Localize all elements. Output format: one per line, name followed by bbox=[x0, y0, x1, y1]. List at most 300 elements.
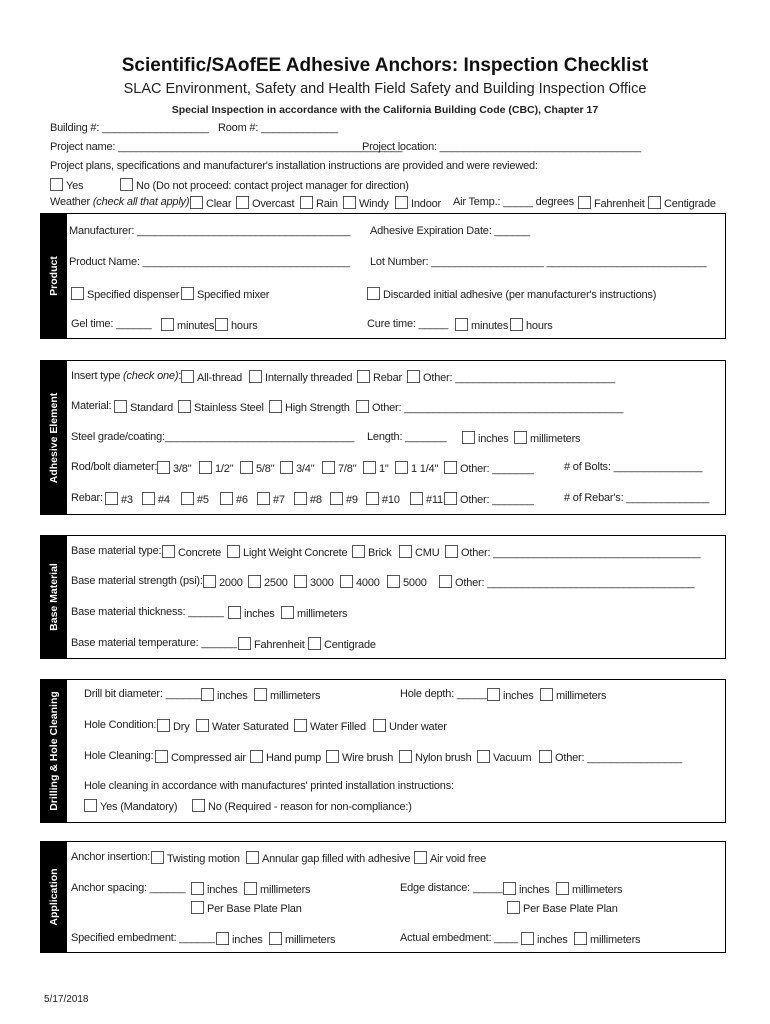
mixer-option[interactable] bbox=[181, 287, 269, 301]
option-label: Windy bbox=[359, 198, 389, 210]
checkbox[interactable] bbox=[330, 492, 343, 505]
checkbox[interactable] bbox=[407, 370, 420, 383]
concrete-option[interactable] bbox=[162, 545, 221, 559]
option-label: Light Weight Concrete bbox=[243, 547, 348, 559]
option-label: millimeters bbox=[590, 934, 641, 946]
checkbox[interactable] bbox=[367, 287, 380, 300]
checkbox[interactable] bbox=[280, 461, 293, 474]
checkbox[interactable] bbox=[240, 461, 253, 474]
option-label: 4000 bbox=[356, 577, 380, 589]
dia-option[interactable] bbox=[322, 461, 356, 475]
gel-hours-option[interactable] bbox=[215, 318, 258, 332]
rebar-size-option[interactable] bbox=[330, 492, 358, 506]
option-label: Other: _____________________________________ bbox=[372, 402, 624, 414]
option-label: millimeters bbox=[260, 884, 311, 896]
dia-option[interactable] bbox=[280, 461, 314, 475]
option-label: 7/8" bbox=[338, 463, 357, 475]
thickness-mm-option[interactable] bbox=[281, 606, 347, 620]
edge-mm-option[interactable] bbox=[556, 882, 622, 896]
bit-inches-option[interactable] bbox=[201, 688, 248, 702]
project-location-field[interactable]: Project location: __________________________________ bbox=[362, 141, 641, 153]
footer-date: 5/17/2018 bbox=[44, 994, 89, 1005]
option-label: Concrete bbox=[178, 547, 222, 559]
depth-inches-option[interactable] bbox=[487, 688, 534, 702]
under-water-option[interactable] bbox=[373, 719, 447, 733]
dia-other-option[interactable] bbox=[444, 461, 534, 475]
option-label: 1/2" bbox=[215, 463, 234, 475]
edge-inches-option[interactable] bbox=[503, 882, 550, 896]
expiration-field[interactable]: Adhesive Expiration Date: ______ bbox=[370, 225, 530, 237]
air-void-option[interactable] bbox=[414, 851, 486, 865]
water-filled-option[interactable] bbox=[294, 719, 366, 733]
checkbox[interactable] bbox=[248, 575, 261, 588]
option-label: Per Base Plate Plan bbox=[523, 903, 618, 915]
option-label: inches bbox=[232, 934, 263, 946]
option-label: Compressed air bbox=[171, 752, 246, 764]
project-name-field[interactable]: Project name: ________________________________________________ bbox=[50, 141, 403, 153]
option-label: inches bbox=[503, 690, 534, 702]
thickness-inches-option[interactable] bbox=[228, 606, 275, 620]
option-label: Twisting motion bbox=[167, 853, 240, 865]
spacing-mm-option[interactable] bbox=[244, 882, 310, 896]
length-mm-option[interactable] bbox=[514, 431, 580, 445]
option-label: minutes bbox=[471, 320, 509, 332]
option-label: millimeters bbox=[297, 608, 348, 620]
option-label: Per Base Plate Plan bbox=[207, 903, 302, 915]
base-tab-label: Base Material bbox=[48, 563, 60, 631]
checkbox[interactable] bbox=[238, 637, 251, 650]
twisting-option[interactable] bbox=[151, 851, 240, 865]
option-label: inches bbox=[478, 433, 509, 445]
rebar-size-label: Rebar: bbox=[71, 492, 103, 504]
checkbox[interactable] bbox=[191, 882, 204, 895]
checkbox[interactable] bbox=[648, 196, 661, 209]
checkbox[interactable] bbox=[236, 196, 249, 209]
checkbox[interactable] bbox=[227, 545, 240, 558]
checkbox[interactable] bbox=[503, 882, 516, 895]
option-label: Overcast bbox=[252, 198, 295, 210]
checkbox[interactable] bbox=[322, 461, 335, 474]
checkbox[interactable] bbox=[192, 799, 205, 812]
weather-label: Weather bbox=[50, 196, 90, 208]
gel-minutes-option[interactable] bbox=[161, 318, 214, 332]
checkbox[interactable] bbox=[455, 318, 468, 331]
other-material-option[interactable] bbox=[356, 400, 623, 414]
rebar-size-option[interactable] bbox=[105, 492, 133, 506]
option-label: Centigrade bbox=[324, 639, 376, 651]
option-label: millimeters bbox=[572, 884, 623, 896]
cure-hours-option[interactable] bbox=[510, 318, 553, 332]
dia-option[interactable] bbox=[363, 461, 389, 475]
option-label: Fahrenheit bbox=[594, 198, 645, 210]
rebar-option[interactable] bbox=[357, 370, 402, 384]
checkbox[interactable] bbox=[120, 178, 133, 191]
checkbox[interactable] bbox=[203, 575, 216, 588]
base-other-option[interactable] bbox=[445, 545, 700, 559]
manufacturer-field[interactable]: Manufacturer: ____________________________________ bbox=[69, 225, 351, 237]
option-label: 5/8" bbox=[256, 463, 275, 475]
option-label: Discarded initial adhesive (per manufacturer's instructions) bbox=[383, 289, 657, 301]
strength-option[interactable] bbox=[387, 575, 427, 589]
spec-embed-mm-option[interactable] bbox=[269, 932, 335, 946]
dia-option[interactable] bbox=[240, 461, 274, 475]
section-tab bbox=[41, 214, 67, 338]
weather-windy-option[interactable] bbox=[343, 196, 389, 210]
discarded-option[interactable] bbox=[367, 287, 656, 301]
checkbox[interactable] bbox=[155, 750, 168, 763]
checkbox[interactable] bbox=[250, 750, 263, 763]
checkbox[interactable] bbox=[399, 750, 412, 763]
plans-yes-option[interactable] bbox=[50, 178, 83, 192]
checkbox[interactable] bbox=[574, 932, 587, 945]
wire-brush-option[interactable] bbox=[326, 750, 393, 764]
rebar-size-option[interactable] bbox=[257, 492, 285, 506]
option-label: Internally threaded bbox=[265, 372, 353, 384]
lot-number-field[interactable]: Lot Number: ___________________ ___________________________ bbox=[370, 256, 707, 268]
dia-option[interactable] bbox=[157, 461, 191, 475]
option-label: #6 bbox=[236, 494, 248, 506]
option-label: inches bbox=[244, 608, 275, 620]
checkbox[interactable] bbox=[477, 750, 490, 763]
checkbox[interactable] bbox=[142, 492, 155, 505]
base-centigrade-option[interactable] bbox=[308, 637, 376, 651]
accordance-label: Hole cleaning in accordance with manufactures' printed installation instructions: bbox=[84, 780, 454, 792]
option-label: 1 1/4" bbox=[411, 463, 439, 475]
product-tab-label: Product bbox=[48, 256, 60, 296]
weather-clear-option[interactable] bbox=[190, 196, 231, 210]
checkbox[interactable] bbox=[357, 370, 370, 383]
rod-diameter-label: Rod/bolt diameter: bbox=[71, 461, 158, 473]
checkbox[interactable] bbox=[216, 932, 229, 945]
lightweight-option[interactable] bbox=[227, 545, 347, 559]
num-rebars-field[interactable]: # of Rebar's: ______________ bbox=[564, 492, 710, 504]
water-saturated-option[interactable] bbox=[196, 719, 289, 733]
air-temp-field[interactable]: Air Temp.: _____ degrees bbox=[453, 196, 574, 208]
checkbox[interactable] bbox=[444, 461, 457, 474]
dia-option[interactable] bbox=[395, 461, 438, 475]
stainless-option[interactable] bbox=[178, 400, 264, 414]
high-strength-option[interactable] bbox=[269, 400, 350, 414]
strength-option[interactable] bbox=[294, 575, 334, 589]
option-label: inches bbox=[217, 690, 248, 702]
spec-embed-inches-option[interactable] bbox=[216, 932, 263, 946]
checkbox[interactable] bbox=[157, 719, 170, 732]
checkbox[interactable] bbox=[410, 492, 423, 505]
option-label: Under water bbox=[389, 721, 447, 733]
checkbox[interactable] bbox=[181, 287, 194, 300]
option-label: #7 bbox=[273, 494, 285, 506]
temp-centigrade-option[interactable] bbox=[648, 196, 716, 210]
option-label: Brick bbox=[368, 547, 392, 559]
checkbox[interactable] bbox=[228, 606, 241, 619]
option-label: Annular gap filled with adhesive bbox=[262, 853, 411, 865]
rebar-size-option[interactable] bbox=[142, 492, 170, 506]
actual-embed-mm-option[interactable] bbox=[574, 932, 640, 946]
hole-cleaning-label: Hole Cleaning: bbox=[84, 750, 154, 762]
strength-label: Base material strength (psi): bbox=[71, 575, 203, 587]
option-label: Yes (Mandatory) bbox=[100, 801, 178, 813]
label-text: Insert type bbox=[71, 370, 121, 382]
option-label: #10 bbox=[382, 494, 400, 506]
checkbox[interactable] bbox=[151, 851, 164, 864]
option-label: Other: ___________________________________ bbox=[455, 577, 695, 589]
actual-embed-inches-option[interactable] bbox=[521, 932, 568, 946]
checkbox[interactable] bbox=[444, 492, 457, 505]
room-field[interactable]: Room #: _____________ bbox=[218, 122, 338, 134]
plans-reviewed-label: Project plans, specifications and manufacturer's installation instructions are provided and were reviewed: bbox=[50, 160, 538, 172]
hole-depth-field[interactable]: Hole depth: _____ bbox=[400, 688, 487, 700]
annular-option[interactable] bbox=[246, 851, 410, 865]
vacuum-option[interactable] bbox=[477, 750, 531, 764]
option-label: Specified mixer bbox=[197, 289, 270, 301]
checkbox[interactable] bbox=[507, 901, 520, 914]
weather-overcast-option[interactable] bbox=[236, 196, 294, 210]
spacing-inches-option[interactable] bbox=[191, 882, 238, 896]
rebar-size-option[interactable] bbox=[181, 492, 209, 506]
weather-rain-option[interactable] bbox=[300, 196, 338, 210]
section-tab bbox=[41, 680, 67, 822]
checkbox[interactable] bbox=[308, 637, 321, 650]
other-insert-option[interactable] bbox=[407, 370, 615, 384]
depth-mm-option[interactable] bbox=[540, 688, 606, 702]
insert-type-label: Insert type (check one): bbox=[71, 370, 182, 382]
dispenser-option[interactable] bbox=[71, 287, 179, 301]
checkbox[interactable] bbox=[300, 196, 313, 209]
option-label: millimeters bbox=[270, 690, 321, 702]
checkbox[interactable] bbox=[439, 575, 452, 588]
checkbox[interactable] bbox=[356, 400, 369, 413]
option-label: inches bbox=[519, 884, 550, 896]
rebar-size-option[interactable] bbox=[366, 492, 400, 506]
edge-baseplate-option[interactable] bbox=[507, 901, 618, 915]
plans-no-option[interactable] bbox=[120, 178, 409, 192]
checkbox[interactable] bbox=[387, 575, 400, 588]
option-label: hours bbox=[231, 320, 258, 332]
checkbox[interactable] bbox=[294, 575, 307, 588]
option-label: No (Required - reason for non-compliance:) bbox=[208, 801, 412, 813]
checkbox[interactable] bbox=[162, 545, 175, 558]
checkbox[interactable] bbox=[556, 882, 569, 895]
checkbox[interactable] bbox=[249, 370, 262, 383]
steel-grade-field[interactable]: Steel grade/coating:________________________________ bbox=[71, 431, 355, 443]
cmu-option[interactable] bbox=[399, 545, 439, 559]
option-label: inches bbox=[537, 934, 568, 946]
length-inches-option[interactable] bbox=[462, 431, 509, 445]
option-label: CMU bbox=[415, 547, 440, 559]
strength-option[interactable] bbox=[203, 575, 243, 589]
rebar-other-option[interactable] bbox=[444, 492, 534, 506]
checkbox[interactable] bbox=[105, 492, 118, 505]
option-label: 2500 bbox=[264, 577, 288, 589]
option-label: All-thread bbox=[197, 372, 243, 384]
strength-option[interactable] bbox=[248, 575, 288, 589]
option-label: 2000 bbox=[219, 577, 243, 589]
spacing-field[interactable]: Anchor spacing: ______ bbox=[71, 882, 186, 894]
option-label: 3/4" bbox=[296, 463, 315, 475]
option-label: Nylon brush bbox=[415, 752, 472, 764]
option-label: #9 bbox=[346, 494, 358, 506]
checkbox[interactable] bbox=[50, 178, 63, 191]
checkbox[interactable] bbox=[246, 851, 259, 864]
num-bolts-field[interactable]: # of Bolts: _______________ bbox=[564, 461, 703, 473]
compressed-air-option[interactable] bbox=[155, 750, 246, 764]
checkbox[interactable] bbox=[539, 750, 552, 763]
checkbox[interactable] bbox=[395, 196, 408, 209]
option-label: Vacuum bbox=[493, 752, 532, 764]
checkbox[interactable] bbox=[352, 545, 365, 558]
checkbox[interactable] bbox=[521, 932, 534, 945]
checkbox[interactable] bbox=[294, 719, 307, 732]
special-inspection-note: Special Inspection in accordance with the California Building Code (CBC), Chapter 17 bbox=[171, 104, 599, 116]
rebar-size-option[interactable] bbox=[294, 492, 322, 506]
option-label: #3 bbox=[121, 494, 133, 506]
hole-condition-label: Hole Condition: bbox=[84, 719, 157, 731]
bit-mm-option[interactable] bbox=[254, 688, 320, 702]
option-label: Hand pump bbox=[266, 752, 322, 764]
brick-option[interactable] bbox=[352, 545, 391, 559]
option-label: Wire brush bbox=[342, 752, 394, 764]
product-name-field[interactable]: Product Name: ___________________________________ bbox=[69, 256, 350, 268]
checkbox[interactable] bbox=[399, 545, 412, 558]
checkbox[interactable] bbox=[199, 461, 212, 474]
checkbox[interactable] bbox=[510, 318, 523, 331]
material-label: Material: bbox=[71, 400, 112, 412]
checkbox[interactable] bbox=[181, 370, 194, 383]
dia-option[interactable] bbox=[199, 461, 233, 475]
base-temp-field[interactable]: Base material temperature: ______ bbox=[71, 637, 237, 649]
checkbox[interactable] bbox=[269, 400, 282, 413]
option-label: #11 bbox=[426, 494, 443, 506]
gel-time-field[interactable]: Gel time: ______ bbox=[71, 318, 152, 330]
checkbox[interactable] bbox=[540, 688, 553, 701]
option-label: Rain bbox=[316, 198, 338, 210]
checkbox[interactable] bbox=[178, 400, 191, 413]
checkbox[interactable] bbox=[254, 688, 267, 701]
section-tab bbox=[41, 361, 67, 514]
page-subtitle: SLAC Environment, Safety and Health Field Safety and Building Inspection Office bbox=[123, 81, 647, 97]
option-label: Indoor bbox=[411, 198, 441, 210]
checkbox[interactable] bbox=[340, 575, 353, 588]
weather-indoor-option[interactable] bbox=[395, 196, 441, 210]
option-label: High Strength bbox=[285, 402, 350, 414]
cure-minutes-option[interactable] bbox=[455, 318, 508, 332]
checkbox[interactable] bbox=[343, 196, 356, 209]
allthread-option[interactable] bbox=[181, 370, 242, 384]
spacing-baseplate-option[interactable] bbox=[191, 901, 302, 915]
base-fahrenheit-option[interactable] bbox=[238, 637, 305, 651]
hand-pump-option[interactable] bbox=[250, 750, 321, 764]
option-label: Yes bbox=[66, 180, 84, 192]
internally-threaded-option[interactable] bbox=[249, 370, 352, 384]
option-label: No (Do not proceed: contact project manager for direction) bbox=[136, 180, 409, 192]
section-tab bbox=[41, 536, 67, 658]
option-label: Other: _______ bbox=[460, 463, 534, 475]
clean-other-option[interactable] bbox=[539, 750, 682, 764]
checkbox[interactable] bbox=[157, 461, 170, 474]
section-tab bbox=[41, 842, 67, 952]
checkbox[interactable] bbox=[294, 492, 307, 505]
rebar-size-option[interactable] bbox=[410, 492, 443, 506]
checkbox[interactable] bbox=[395, 461, 408, 474]
actual-embedment-field[interactable]: Actual embedment: ____ bbox=[400, 932, 518, 944]
checkbox[interactable] bbox=[269, 932, 282, 945]
option-label: Rebar bbox=[373, 372, 402, 384]
checkbox[interactable] bbox=[84, 799, 97, 812]
option-label: millimeters bbox=[285, 934, 336, 946]
checkbox[interactable] bbox=[71, 287, 84, 300]
length-field[interactable]: Length: _______ bbox=[367, 431, 447, 443]
weather-note: (check all that apply) bbox=[92, 196, 190, 208]
checkbox[interactable] bbox=[373, 719, 386, 732]
specified-embedment-field[interactable]: Specified embedment: ______ bbox=[71, 932, 215, 944]
option-label: 5000 bbox=[403, 577, 427, 589]
checkbox[interactable] bbox=[201, 688, 214, 701]
standard-option[interactable] bbox=[114, 400, 173, 414]
checkbox[interactable] bbox=[257, 492, 270, 505]
insertion-label: Anchor insertion: bbox=[71, 851, 151, 863]
checkbox[interactable] bbox=[181, 492, 194, 505]
option-label: millimeters bbox=[530, 433, 581, 445]
option-label: Water Saturated bbox=[212, 721, 289, 733]
weather-row bbox=[50, 196, 189, 208]
checkbox[interactable] bbox=[281, 606, 294, 619]
checkbox[interactable] bbox=[114, 400, 127, 413]
checkbox[interactable] bbox=[244, 882, 257, 895]
option-label: #8 bbox=[310, 494, 322, 506]
thickness-field[interactable]: Base material thickness: ______ bbox=[71, 606, 224, 618]
option-label: Dry bbox=[173, 721, 190, 733]
temp-fahrenheit-option[interactable] bbox=[578, 196, 645, 210]
dry-option[interactable] bbox=[157, 719, 190, 733]
building-field[interactable]: Building #: __________________ bbox=[50, 122, 209, 134]
rebar-size-option[interactable] bbox=[220, 492, 248, 506]
checkbox[interactable] bbox=[190, 196, 203, 209]
checkbox[interactable] bbox=[414, 851, 427, 864]
bit-diameter-field[interactable]: Drill bit diameter: ______ bbox=[84, 688, 202, 700]
strength-other-option[interactable] bbox=[439, 575, 694, 589]
checkbox[interactable] bbox=[220, 492, 233, 505]
option-label: 3000 bbox=[310, 577, 334, 589]
option-label: Other: _______ bbox=[460, 494, 534, 506]
cure-time-field[interactable]: Cure time: _____ bbox=[367, 318, 449, 330]
checkbox[interactable] bbox=[196, 719, 209, 732]
option-label: 3/8" bbox=[173, 463, 192, 475]
option-label: Clear bbox=[206, 198, 232, 210]
option-label: Standard bbox=[130, 402, 174, 414]
checkbox[interactable] bbox=[366, 492, 379, 505]
checkbox[interactable] bbox=[578, 196, 591, 209]
checkbox[interactable] bbox=[326, 750, 339, 763]
option-label: millimeters bbox=[556, 690, 607, 702]
option-label: Fahrenheit bbox=[254, 639, 305, 651]
checkbox[interactable] bbox=[161, 318, 174, 331]
checkbox[interactable] bbox=[462, 431, 475, 444]
checkbox[interactable] bbox=[445, 545, 458, 558]
application-tab-label: Application bbox=[48, 868, 60, 926]
checkbox[interactable] bbox=[215, 318, 228, 331]
checkbox[interactable] bbox=[191, 901, 204, 914]
edge-distance-field[interactable]: Edge distance: _____ bbox=[400, 882, 503, 894]
accordance-yes-option[interactable] bbox=[84, 799, 177, 813]
checkbox[interactable] bbox=[487, 688, 500, 701]
accordance-no-option[interactable] bbox=[192, 799, 412, 813]
page-title: Scientific/SAofEE Adhesive Anchors: Inspection Checklist bbox=[121, 55, 649, 76]
strength-option[interactable] bbox=[340, 575, 380, 589]
checkbox[interactable] bbox=[514, 431, 527, 444]
nylon-brush-option[interactable] bbox=[399, 750, 472, 764]
drilling-tab-label: Drilling & Hole Cleaning bbox=[48, 691, 60, 811]
checkbox[interactable] bbox=[363, 461, 376, 474]
